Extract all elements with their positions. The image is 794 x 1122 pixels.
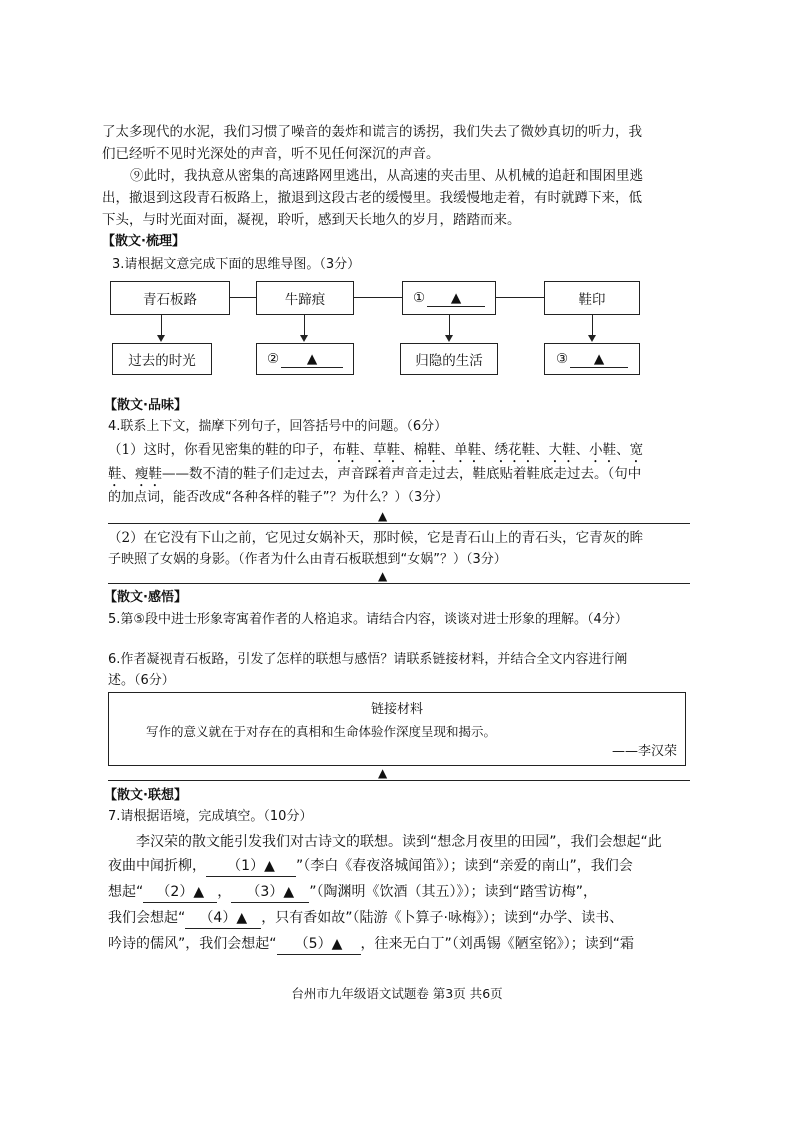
blank-answer-1[interactable] — [427, 290, 485, 307]
arrow-down-icon — [588, 335, 596, 342]
page-footer: 台州市九年级语文试题卷 第3页 共6页 — [291, 986, 503, 1001]
q7-text: 我们会想起“ — [108, 910, 186, 926]
node-past-time: 过去的时光 — [112, 343, 212, 375]
node-blank-2 — [256, 343, 354, 375]
blank-fill-2[interactable]: （2）▲ — [143, 882, 217, 903]
section-header-insight: 【散文·感悟】 — [104, 590, 187, 605]
triangle-icon: ▲ — [450, 289, 462, 306]
q4-1-dotted: 布鞋、草鞋、棉鞋、单鞋、绣花鞋、大鞋、小鞋、宽 — [332, 442, 644, 458]
q4-1-text: ——数不清的鞋子们走过去，声音踩着声音走过去，鞋底贴着鞋底走过去。（句中 — [162, 466, 642, 482]
answer-line-6[interactable] — [108, 780, 690, 781]
question-4-1-line — [108, 464, 641, 490]
question-7-line — [108, 882, 597, 903]
triangle-icon: ▲ — [378, 509, 388, 523]
passage-line: ⑨此时，我执意从密集的高速路网里逃出，从高速的夹击里、从机械的追赶和围困里逃 — [130, 168, 643, 184]
connector — [592, 315, 593, 337]
q7-text: 想起“ — [108, 884, 144, 900]
q4-1-dotted: 鞋、瘦鞋 — [108, 466, 162, 482]
question-7-line: 李汉荣的散文能引发我们对古诗文的联想。读到“想念月夜里的田园”，我们会想起“此 — [136, 834, 662, 850]
triangle-icon: ▲ — [593, 350, 605, 367]
connector — [354, 297, 402, 298]
connector — [449, 315, 450, 337]
question-4-2-line: （2）在它没有下山之前，它见过女娲补天，那时候，它是青石山上的青石头，它青灰的眸 — [108, 530, 644, 546]
blank-fill-1[interactable]: （1）▲ — [206, 856, 296, 877]
blank-number: ② — [266, 351, 280, 367]
connector — [496, 297, 544, 298]
question-7-line — [108, 908, 623, 929]
arrow-down-icon — [445, 335, 453, 342]
blank-fill-5[interactable]: （5）▲ — [277, 934, 361, 955]
question-6-line: 述。（6分） — [108, 673, 175, 688]
question-5: 5.第⑤段中进士形象寄寓着作者的人格追求。请结合内容，谈谈对进士形象的理解。（4分） — [108, 612, 628, 627]
blank-number: ① — [412, 290, 426, 306]
q7-text: ， — [217, 884, 232, 900]
triangle-icon: ▲ — [378, 569, 388, 583]
question-4-1-line — [108, 440, 643, 466]
blank-number: ③ — [555, 351, 569, 367]
node-blank-1 — [402, 281, 496, 315]
node-reclusive-life: 归隐的生活 — [400, 343, 498, 375]
connector — [230, 297, 256, 298]
q4-1-text: （1）这时，你看见密集的鞋的印子， — [108, 442, 333, 458]
q7-text: 吟诗的儒风”，我们会想起“ — [108, 936, 277, 952]
node-shoe-prints: 鞋印 — [544, 281, 640, 315]
blank-answer-2[interactable] — [281, 351, 343, 368]
q7-text: ”（李白《春夜洛城闻笛》）；读到“亲爱的南山”，我们会 — [296, 858, 633, 874]
section-header-sorting: 【散文·梳理】 — [102, 234, 185, 249]
connector — [161, 315, 162, 337]
q7-text: ，只有香如故”（陆游《卜算子·咏梅》）；读到“办学、读书、 — [261, 910, 624, 926]
arrow-down-icon — [300, 335, 308, 342]
passage-line: 出，撤退到这段青石板路上，撤退到这段古老的缓慢里。我缓慢地走着，有时就蹲下来，低 — [102, 190, 642, 206]
link-material-title: 链接材料 — [370, 702, 423, 717]
question-4-2-line: 子映照了女娲的身影。（作者为什么由青石板联想到“女娲”？）（3分） — [108, 552, 507, 567]
node-blank-3 — [544, 343, 640, 375]
triangle-icon: ▲ — [378, 766, 388, 780]
question-4-1-line: 的加点词，能否改成“各种各样的鞋子”？为什么？）（3分） — [108, 490, 449, 505]
blank-fill-3[interactable]: （3）▲ — [231, 882, 309, 903]
question-7-line — [108, 934, 634, 955]
node-hoof-marks: 牛蹄痕 — [256, 281, 354, 315]
q7-text: ，往来无白丁”（刘禹锡《陋室铭》）；读到“霜 — [360, 936, 635, 952]
q7-text: 夜曲中闻折柳， — [108, 858, 206, 874]
passage-line: 们已经听不见时光深处的声音，听不见任何深沉的声音。 — [102, 146, 440, 162]
arrow-down-icon — [157, 335, 165, 342]
question-3: 3.请根据文意完成下面的思维导图。（3分） — [112, 257, 361, 272]
question-6-line: 6.作者凝视青石板路，引发了怎样的联想与感悟？请联系链接材料，并结合全文内容进行阐 — [108, 652, 628, 667]
node-stone-road: 青石板路 — [110, 281, 230, 315]
answer-line-4-2[interactable] — [108, 583, 690, 584]
question-7-line — [108, 856, 633, 877]
passage-line: 了太多现代的水泥，我们习惯了噪音的轰炸和谎言的诱拐，我们失去了微妙真切的听力，我 — [102, 124, 642, 140]
section-header-appreciation: 【散文·品味】 — [104, 398, 187, 413]
passage-line: 下头，与时光面对面，凝视，聆听，感到天长地久的岁月，踏踏而来。 — [102, 212, 521, 228]
triangle-icon: ▲ — [306, 350, 318, 367]
question-7: 7.请根据语境，完成填空。（10分） — [108, 809, 313, 824]
blank-fill-4[interactable]: （4）▲ — [185, 908, 261, 929]
section-header-association: 【散文·联想】 — [104, 788, 187, 803]
link-material-author: ——李汉荣 — [612, 744, 678, 759]
link-material-text: 写作的意义就在于对存在的真相和生命体验作深度呈现和揭示。 — [146, 724, 497, 739]
blank-answer-3[interactable] — [570, 351, 628, 368]
question-4: 4.联系上下文，揣摩下列句子，回答括号中的问题。（6分） — [108, 419, 448, 434]
answer-line-4-1[interactable] — [108, 523, 690, 524]
q7-text: ”（陶渊明《饮酒（其五）》）；读到“踏雪访梅”， — [309, 884, 598, 900]
connector — [304, 315, 305, 337]
